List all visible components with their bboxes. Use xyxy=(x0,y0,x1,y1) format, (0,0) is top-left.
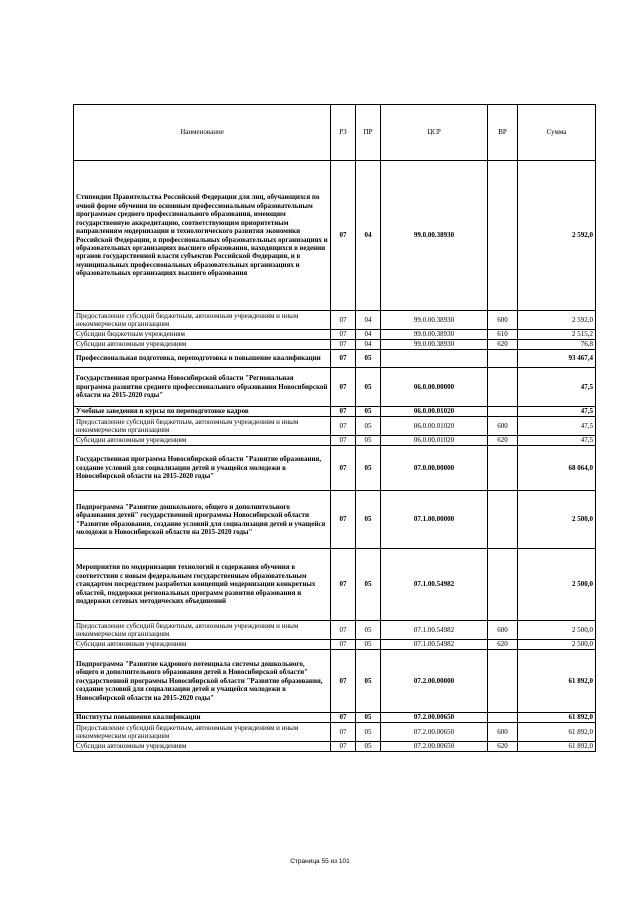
row-name: Стипендии Правительства Российской Федерации для лиц, обучающихся по очной форме обучения по основным профессиональным образовательным программам среднего профессионального образования, имеющим государственную аккредитацию, соответствующим приоритетным направлениям модернизации и технологического развития экономики Российской Федерации, в профессиональных образовательных организациях и образовательных организациях высшего образования, находящихся в ведении органов государственной власти субъектов Российской Федерации, и в муниципальных профессиональных образовательных организациях и образовательных организациях высшего образования xyxy=(74,161,331,311)
row-rz: 07 xyxy=(331,436,356,446)
budget-table xyxy=(73,104,596,752)
row-vr xyxy=(488,350,518,368)
row-name: Мероприятия по модернизации технологий и содержания обучения в соответствии с новым федеральным государственным образовательным стандартом посредством разработки концепций модернизации конкретных областей, поддержки региональных программ развития образования и поддержки сетевых методических объединений xyxy=(74,549,331,621)
table-row xyxy=(74,407,596,417)
row-pr: 05 xyxy=(356,436,381,446)
row-sum: 2 592,0 xyxy=(518,161,596,311)
row-sum: 68 064,0 xyxy=(518,446,596,491)
row-vr: 600 xyxy=(488,311,518,330)
table-row xyxy=(74,330,596,340)
row-vr xyxy=(488,549,518,621)
row-rz: 07 xyxy=(331,650,356,713)
table-row xyxy=(74,368,596,407)
row-rz: 07 xyxy=(331,330,356,340)
row-sum: 76,8 xyxy=(518,340,596,350)
row-pr: 04 xyxy=(356,340,381,350)
row-rz: 07 xyxy=(331,161,356,311)
row-sum: 47,5 xyxy=(518,407,596,417)
row-sum: 47,5 xyxy=(518,417,596,436)
row-csr xyxy=(381,350,488,368)
row-sum: 2 500,0 xyxy=(518,491,596,549)
row-name: Субсидии автономным учреждениям xyxy=(74,640,331,650)
row-name: Учебные заведения и курсы по переподготовке кадров xyxy=(74,407,331,417)
row-csr: 99.0.00.38930 xyxy=(381,340,488,350)
row-name: Предоставление субсидий бюджетным, автономным учреждениям и иным некоммерческим организациям xyxy=(74,311,331,330)
header-pr: ПР xyxy=(356,105,381,161)
table-header-row xyxy=(74,105,596,161)
row-rz: 07 xyxy=(331,491,356,549)
row-csr: 07.0.00.00000 xyxy=(381,446,488,491)
table-row xyxy=(74,417,596,436)
row-rz: 07 xyxy=(331,417,356,436)
row-rz: 07 xyxy=(331,742,356,752)
row-vr: 600 xyxy=(488,723,518,742)
row-pr: 05 xyxy=(356,350,381,368)
row-sum: 2 500,0 xyxy=(518,621,596,640)
row-csr: 99.0.00.38930 xyxy=(381,330,488,340)
header-vr: ВР xyxy=(488,105,518,161)
row-pr: 05 xyxy=(356,446,381,491)
row-rz: 07 xyxy=(331,621,356,640)
row-name: Подпрограмма "Развитие кадрового потенциала системы дошкольного, общего и дополнительного образования детей в Новосибирской области" государственной программы Новосибирской области "Развитие образования, создание условий для социализации детей и учащейся молодежи в Новосибирской области на 2015-2020 годы" xyxy=(74,650,331,713)
row-vr: 600 xyxy=(488,417,518,436)
row-csr: 06.0.00.00000 xyxy=(381,368,488,407)
row-vr xyxy=(488,650,518,713)
row-name: Субсидии автономным учреждениям xyxy=(74,436,331,446)
header-rz: РЗ xyxy=(331,105,356,161)
row-sum: 61 892,0 xyxy=(518,713,596,723)
header-name: Наименование xyxy=(74,105,331,161)
row-vr: 620 xyxy=(488,436,518,446)
row-csr: 07.1.00.00000 xyxy=(381,491,488,549)
row-rz: 07 xyxy=(331,340,356,350)
row-rz: 07 xyxy=(331,640,356,650)
row-pr: 04 xyxy=(356,330,381,340)
table-row xyxy=(74,161,596,311)
row-rz: 07 xyxy=(331,713,356,723)
row-pr: 04 xyxy=(356,161,381,311)
row-sum: 2 592,0 xyxy=(518,311,596,330)
row-rz: 07 xyxy=(331,446,356,491)
row-vr xyxy=(488,713,518,723)
row-pr: 05 xyxy=(356,713,381,723)
row-pr: 05 xyxy=(356,417,381,436)
row-name: Субсидии автономным учреждениям xyxy=(74,340,331,350)
row-vr: 610 xyxy=(488,330,518,340)
row-pr: 05 xyxy=(356,368,381,407)
row-sum: 61 892,0 xyxy=(518,742,596,752)
row-rz: 07 xyxy=(331,407,356,417)
table-row xyxy=(74,340,596,350)
table-row xyxy=(74,640,596,650)
row-pr: 05 xyxy=(356,491,381,549)
page-number-footer: Страница 55 из 101 xyxy=(290,858,350,865)
row-rz: 07 xyxy=(331,350,356,368)
header-csr: ЦСР xyxy=(381,105,488,161)
row-csr: 06.0.00.01020 xyxy=(381,407,488,417)
table-row xyxy=(74,549,596,621)
row-sum: 47,5 xyxy=(518,368,596,407)
row-sum: 2 515,2 xyxy=(518,330,596,340)
row-name: Предоставление субсидий бюджетным, автономным учреждениям и иным некоммерческим организациям xyxy=(74,621,331,640)
row-rz: 07 xyxy=(331,368,356,407)
row-pr: 04 xyxy=(356,311,381,330)
row-vr xyxy=(488,491,518,549)
row-csr: 07.1.00.54982 xyxy=(381,621,488,640)
row-name: Государственная программа Новосибирской области "Региональная программа развития среднего профессионального образования Новосибирской области на 2015-2020 годы" xyxy=(74,368,331,407)
row-rz: 07 xyxy=(331,549,356,621)
row-csr: 07.1.00.54982 xyxy=(381,640,488,650)
row-csr: 99.0.00.38930 xyxy=(381,161,488,311)
row-csr: 06.0.00.01020 xyxy=(381,436,488,446)
row-csr: 07.2.00.00650 xyxy=(381,713,488,723)
row-vr: 620 xyxy=(488,742,518,752)
row-name: Субсидии бюджетным учреждениям xyxy=(74,330,331,340)
table-row xyxy=(74,350,596,368)
row-vr xyxy=(488,407,518,417)
table-row xyxy=(74,723,596,742)
row-sum: 2 500,0 xyxy=(518,549,596,621)
row-rz: 07 xyxy=(331,723,356,742)
table-row xyxy=(74,436,596,446)
row-vr: 600 xyxy=(488,621,518,640)
row-csr: 07.1.00.54982 xyxy=(381,549,488,621)
row-pr: 05 xyxy=(356,650,381,713)
table-row xyxy=(74,311,596,330)
row-name: Профессиональная подготовка, переподготовка и повышение квалификации xyxy=(74,350,331,368)
row-csr: 99.0.00.38930 xyxy=(381,311,488,330)
row-name: Государственная программа Новосибирской области "Развитие образования, создание условий для социализации детей и учащейся молодежи в Новосибирской области на 2015-2020 годы" xyxy=(74,446,331,491)
row-name: Субсидии автономным учреждениям xyxy=(74,742,331,752)
table-row xyxy=(74,713,596,723)
table-row xyxy=(74,491,596,549)
row-vr xyxy=(488,446,518,491)
row-csr: 07.2.00.00650 xyxy=(381,742,488,752)
row-pr: 05 xyxy=(356,640,381,650)
row-sum: 2 500,0 xyxy=(518,640,596,650)
row-csr: 07.2.00.00650 xyxy=(381,723,488,742)
header-sum: Сумма xyxy=(518,105,596,161)
row-pr: 05 xyxy=(356,742,381,752)
row-vr: 620 xyxy=(488,340,518,350)
row-pr: 05 xyxy=(356,723,381,742)
table-row xyxy=(74,621,596,640)
row-csr: 07.2.00.00000 xyxy=(381,650,488,713)
row-sum: 61 892,0 xyxy=(518,650,596,713)
table-row xyxy=(74,742,596,752)
row-sum: 47,5 xyxy=(518,436,596,446)
table-row xyxy=(74,650,596,713)
row-name: Институты повышения квалификации xyxy=(74,713,331,723)
row-name: Предоставление субсидий бюджетным, автономным учреждениям и иным некоммерческим организациям xyxy=(74,723,331,742)
row-sum: 93 467,4 xyxy=(518,350,596,368)
row-name: Подпрограмма "Развитие дошкольного, общего и дополнительного образования детей" государственной программы Новосибирской области "Развитие образования, создание условий для социализации детей и учащейся молодежи в Новосибирской области на 2015-2020 годы" xyxy=(74,491,331,549)
row-pr: 05 xyxy=(356,407,381,417)
row-pr: 05 xyxy=(356,549,381,621)
row-csr: 06.0.00.01020 xyxy=(381,417,488,436)
row-vr: 620 xyxy=(488,640,518,650)
row-vr xyxy=(488,161,518,311)
row-pr: 05 xyxy=(356,621,381,640)
row-vr xyxy=(488,368,518,407)
row-sum: 61 892,0 xyxy=(518,723,596,742)
row-rz: 07 xyxy=(331,311,356,330)
row-name: Предоставление субсидий бюджетным, автономным учреждениям и иным некоммерческим организациям xyxy=(74,417,331,436)
table-row xyxy=(74,446,596,491)
